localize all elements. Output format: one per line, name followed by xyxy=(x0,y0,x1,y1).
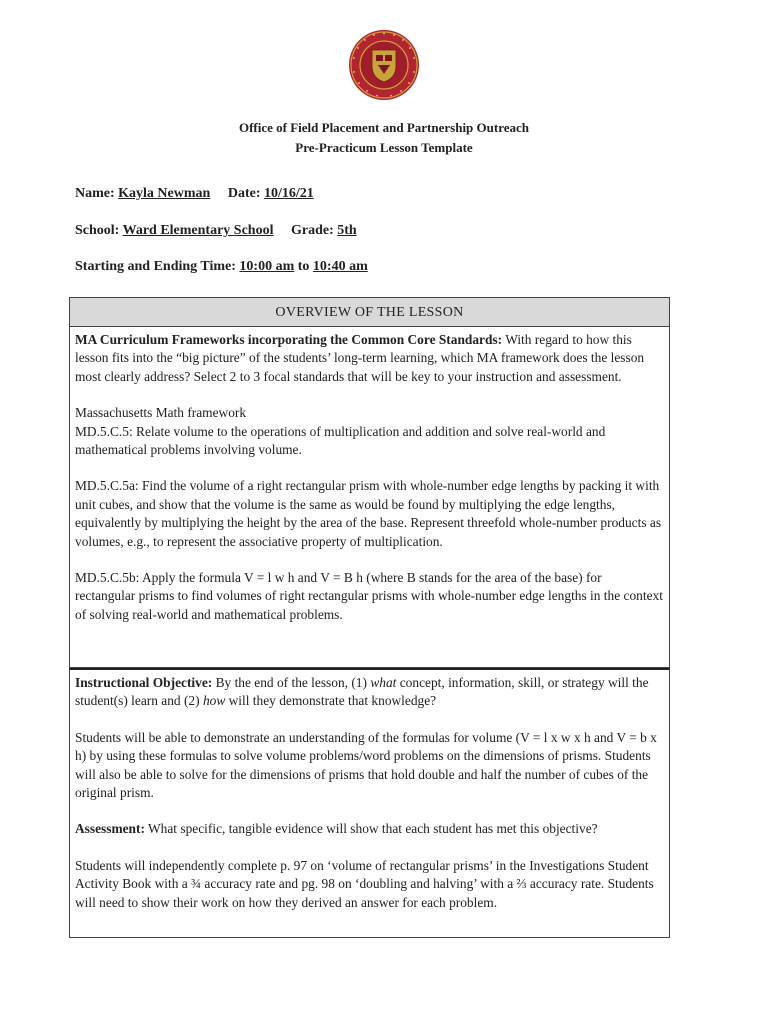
name-date-line xyxy=(75,186,314,202)
standard-md5c5: MD.5.C.5: Relate volume to the operations of multiplication and addition and solve real-world and mathematical problems involving volume. xyxy=(75,423,606,458)
objective-cell xyxy=(70,670,669,912)
time-line xyxy=(75,259,368,275)
framework-block xyxy=(75,404,664,459)
framework-title: Massachusetts Math framework xyxy=(75,405,247,421)
school-value: Ward Elementary School xyxy=(122,223,274,238)
objective-prompt-how: how xyxy=(202,693,226,709)
objective-prompt-part: will they demonstrate that knowledge? xyxy=(228,693,437,709)
school-label: School: xyxy=(75,223,120,238)
time-to: to xyxy=(297,259,310,274)
frameworks-paragraph xyxy=(75,331,664,386)
date-label: Date: xyxy=(227,186,261,201)
frameworks-prompt: With regard to how this lesson fits into the “big picture” of the students’ long-term learning, which MA framework does the lesson most clearly address? Select 2 to 3 focal standards that will be key to your instruction and assessment. xyxy=(75,332,645,384)
frameworks-cell xyxy=(70,327,669,624)
overview-heading: OVERVIEW OF THE LESSON xyxy=(70,298,669,327)
objective-prompt-part: concept, information, skill, or strategy will the student(s) learn and (2) xyxy=(75,675,649,709)
name-label: Name: xyxy=(75,186,115,201)
university-seal-logo xyxy=(347,28,421,102)
assessment-question: What specific, tangible evidence will show that each student has met this objective? xyxy=(148,821,598,837)
standard-md5c5a: MD.5.C.5a: Find the volume of a right rectangular prism with whole-number edge lengths by packing it with unit cubes, and show that the volume is the same as would be found by multiplying the edge lengths, equivalently by multiplying the height by the area of the base. Represent threefold whole-number products as volumes, e.g., to represent the associative property of multiplication. xyxy=(75,478,662,549)
objective-prompt xyxy=(75,674,664,711)
time-label: Starting and Ending Time: xyxy=(75,259,236,274)
end-time-value: 10:40 am xyxy=(312,259,368,274)
objective-prompt-what: what xyxy=(370,675,397,690)
overview-section xyxy=(69,297,670,668)
assessment-label: Assessment: xyxy=(75,821,145,837)
frameworks-label: MA Curriculum Frameworks incorporating the Common Core Standards: xyxy=(75,332,503,347)
assessment-answer: Students will independently complete p. 97 on ‘volume of rectangular prisms’ in the Investigations Student Activity Book with a ¾ accuracy rate and pg. 98 on ‘doubling and halving’ with a ⅔ accuracy rate. Students will need to show their work on how they derived an answer for each problem. xyxy=(75,857,654,910)
name-value: Kayla Newman xyxy=(118,186,211,201)
objective-section xyxy=(69,668,670,938)
school-grade-line xyxy=(75,223,357,239)
objective-answer: Students will be able to demonstrate an understanding of the formulas for volume (V = l x w x h and V = b x h) by using these formulas to solve volume problems/word problems on the dimensions of prisms. Students will also be able to solve for the dimensions of prisms that hold double and half the number of cubes of the original prism. xyxy=(75,729,657,801)
assessment-prompt xyxy=(75,820,664,838)
standard-md5c5b: MD.5.C.5b: Apply the formula V = l w h and V = B h (where B stands for the area of the base) for rectangular prisms to find volumes of right rectangular prisms with whole-number edge lengths in the context of solving real-world and mathematical problems. xyxy=(75,570,663,622)
objective-label: Instructional Objective: xyxy=(75,675,213,690)
office-title: Office of Field Placement and Partnership Outreach xyxy=(238,120,530,135)
template-title: Pre-Practicum Lesson Template xyxy=(295,140,473,155)
start-time-value: 10:00 am xyxy=(239,259,295,274)
grade-value: 5th xyxy=(337,223,357,238)
objective-prompt-part: By the end of the lesson, (1) xyxy=(215,675,367,690)
date-value: 10/16/21 xyxy=(263,186,314,201)
grade-label: Grade: xyxy=(290,223,334,238)
